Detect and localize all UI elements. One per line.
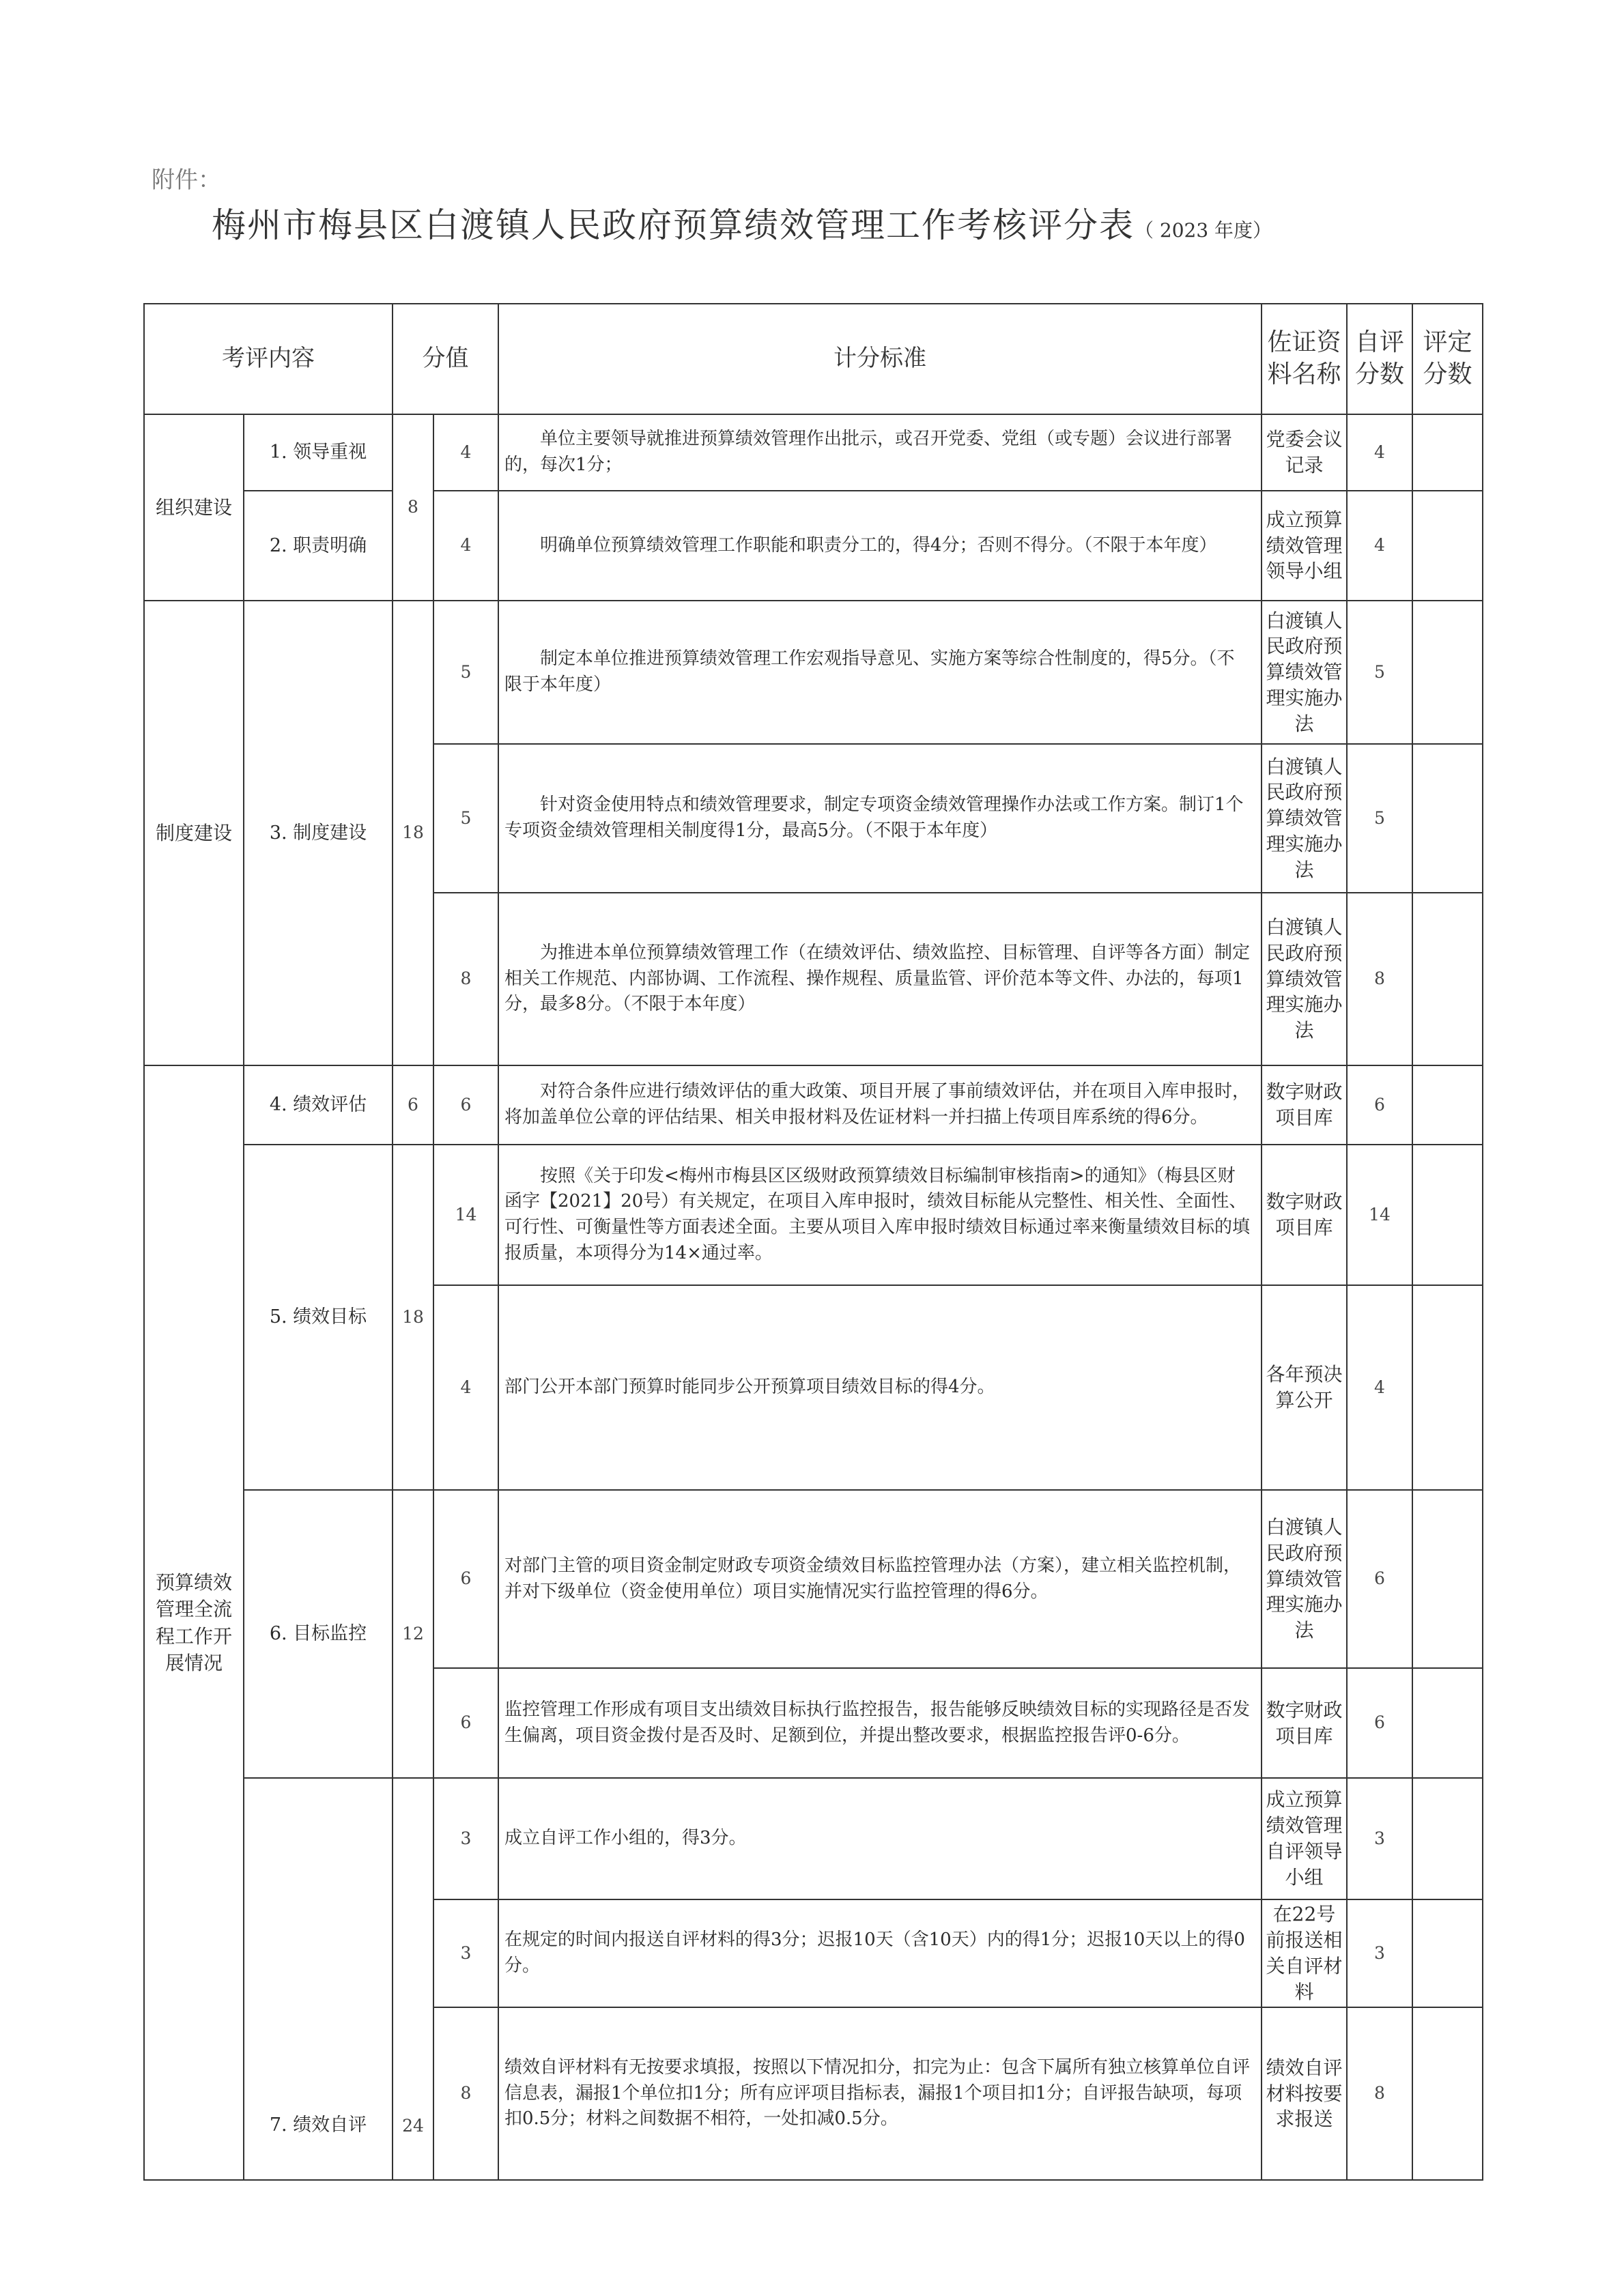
row-evidence: 白渡镇人民政府预算绩效管理实施办法 (1262, 1490, 1347, 1668)
evaluation-table (143, 303, 1483, 2181)
row-final-score[interactable] (1412, 2007, 1483, 2180)
table-row (144, 1065, 1483, 1145)
row-final-score[interactable] (1412, 1065, 1483, 1145)
row-criteria: 部门公开本部门预算时能同步公开预算项目绩效目标的得4分。 (498, 1285, 1262, 1490)
title-text: 梅州市梅县区白渡镇人民政府预算绩效管理工作考核评分表 (212, 205, 1135, 245)
row-criteria: 按照《关于印发<梅州市梅县区区级财政预算绩效目标编制审核指南>的通知》（梅县区财函字【2021】20号）有关规定，在项目入库申报时，绩效目标能从完整性、相关性、全面性、可行性、可衡量性等方面表述全面。主要从项目入库申报时绩效目标通过率来衡量绩效目标的填报质量，本项得分为14×通过率。 (498, 1145, 1262, 1285)
row-evidence: 白渡镇人民政府预算绩效管理实施办法 (1262, 601, 1347, 744)
row-points: 5 (433, 744, 498, 893)
row-evidence: 数字财政项目库 (1262, 1145, 1347, 1285)
category-cell: 组织建设 (144, 414, 244, 601)
row-criteria: 绩效自评材料有无按要求填报，按照以下情况扣分，扣完为止：包含下属所有独立核算单位自评信息表，漏报1个单位扣1分；所有应评项目指标表，漏报1个项目扣1分；自评报告缺项，每项扣0.5分；材料之间数据不相符，一处扣减0.5分。 (498, 2007, 1262, 2180)
row-final-score[interactable] (1412, 893, 1483, 1065)
row-self-score: 5 (1347, 601, 1412, 744)
row-evidence: 白渡镇人民政府预算绩效管理实施办法 (1262, 744, 1347, 893)
row-final-score[interactable] (1412, 1490, 1483, 1668)
row-evidence: 绩效自评材料按要求报送 (1262, 2007, 1347, 2180)
row-evidence: 成立预算绩效管理自评领导小组 (1262, 1778, 1347, 1899)
table-row (144, 1778, 1483, 1899)
item-name: 7. 绩效自评 (244, 1778, 393, 2180)
header-criteria: 计分标准 (498, 304, 1262, 414)
row-evidence: 成立预算绩效管理领导小组 (1262, 491, 1347, 601)
row-evidence: 白渡镇人民政府预算绩效管理实施办法 (1262, 893, 1347, 1065)
header-self-score: 自评分数 (1347, 304, 1412, 414)
row-criteria: 制定本单位推进预算绩效管理工作宏观指导意见、实施方案等综合性制度的，得5分。（不限于本年度） (498, 601, 1262, 744)
header-evidence: 佐证资料名称 (1262, 304, 1347, 414)
item-name: 4. 绩效评估 (244, 1065, 393, 1145)
row-points: 8 (433, 893, 498, 1065)
item-name: 5. 绩效目标 (244, 1145, 393, 1490)
table-row (144, 414, 1483, 491)
row-self-score: 3 (1347, 1778, 1412, 1899)
item-name: 2. 职责明确 (244, 491, 393, 601)
row-self-score: 3 (1347, 1899, 1412, 2007)
table-row (144, 1490, 1483, 1668)
table-row (144, 1145, 1483, 1285)
row-criteria: 在规定的时间内报送自评材料的得3分；迟报10天（含10天）内的得1分；迟报10天以上的得0分。 (498, 1899, 1262, 2007)
row-points: 14 (433, 1145, 498, 1285)
category-cell: 预算绩效管理全流程工作开展情况 (144, 1065, 244, 2180)
table-row (144, 601, 1483, 744)
row-points: 6 (433, 1668, 498, 1778)
row-self-score: 8 (1347, 893, 1412, 1065)
row-evidence: 各年预决算公开 (1262, 1285, 1347, 1490)
row-self-score: 4 (1347, 491, 1412, 601)
row-points: 6 (433, 1490, 498, 1668)
row-self-score: 6 (1347, 1490, 1412, 1668)
header-row (144, 304, 1483, 414)
row-criteria: 对符合条件应进行绩效评估的重大政策、项目开展了事前绩效评估，并在项目入库申报时，将加盖单位公章的评估结果、相关申报材料及佐证材料一并扫描上传项目库系统的得6分。 (498, 1065, 1262, 1145)
item-score: 8 (393, 414, 433, 601)
row-points: 5 (433, 601, 498, 744)
row-criteria: 监控管理工作形成有项目支出绩效目标执行监控报告，报告能够反映绩效目标的实现路径是否发生偏离，项目资金拨付是否及时、足额到位，并提出整改要求，根据监控报告评0-6分。 (498, 1668, 1262, 1778)
row-points: 4 (433, 414, 498, 491)
row-criteria: 明确单位预算绩效管理工作职能和职责分工的，得4分；否则不得分。（不限于本年度） (498, 491, 1262, 601)
row-self-score: 8 (1347, 2007, 1412, 2180)
row-evidence: 党委会议记录 (1262, 414, 1347, 491)
row-criteria: 针对资金使用特点和绩效管理要求，制定专项资金绩效管理操作办法或工作方案。制订1个专项资金绩效管理相关制度得1分，最高5分。（不限于本年度） (498, 744, 1262, 893)
row-points: 4 (433, 1285, 498, 1490)
row-points: 6 (433, 1065, 498, 1145)
header-content: 考评内容 (144, 304, 393, 414)
row-criteria: 为推进本单位预算绩效管理工作（在绩效评估、绩效监控、目标管理、自评等各方面）制定相关工作规范、内部协调、工作流程、操作规程、质量监管、评价范本等文件、办法的，每项1分，最多8分。（不限于本年度） (498, 893, 1262, 1065)
item-name: 3. 制度建设 (244, 601, 393, 1065)
row-final-score[interactable] (1412, 491, 1483, 601)
title-year: （ 2023 年度） (1135, 219, 1272, 242)
header-final-score: 评定分数 (1412, 304, 1483, 414)
row-self-score: 6 (1347, 1065, 1412, 1145)
row-evidence: 数字财政项目库 (1262, 1065, 1347, 1145)
attachment-label: 附件： (152, 167, 221, 194)
item-score: 18 (393, 1145, 433, 1490)
row-points: 8 (433, 2007, 498, 2180)
row-final-score[interactable] (1412, 601, 1483, 744)
row-final-score[interactable] (1412, 414, 1483, 491)
row-self-score: 5 (1347, 744, 1412, 893)
row-self-score: 4 (1347, 1285, 1412, 1490)
item-score: 6 (393, 1065, 433, 1145)
item-name: 6. 目标监控 (244, 1490, 393, 1778)
row-points: 4 (433, 491, 498, 601)
item-score: 24 (393, 1778, 433, 2180)
item-score: 18 (393, 601, 433, 1065)
table-row (144, 491, 1483, 601)
row-self-score: 6 (1347, 1668, 1412, 1778)
row-final-score[interactable] (1412, 744, 1483, 893)
row-evidence: 在22号前报送相关自评材料 (1262, 1899, 1347, 2007)
row-self-score: 4 (1347, 414, 1412, 491)
row-self-score: 14 (1347, 1145, 1412, 1285)
row-final-score[interactable] (1412, 1778, 1483, 1899)
item-score: 12 (393, 1490, 433, 1778)
page-title (212, 198, 1272, 247)
row-final-score[interactable] (1412, 1668, 1483, 1778)
row-final-score[interactable] (1412, 1285, 1483, 1490)
row-evidence: 数字财政项目库 (1262, 1668, 1347, 1778)
row-final-score[interactable] (1412, 1145, 1483, 1285)
row-criteria: 成立自评工作小组的，得3分。 (498, 1778, 1262, 1899)
row-criteria: 单位主要领导就推进预算绩效管理作出批示，或召开党委、党组（或专题）会议进行部署的，每次1分； (498, 414, 1262, 491)
category-cell: 制度建设 (144, 601, 244, 1065)
row-points: 3 (433, 1778, 498, 1899)
row-criteria: 对部门主管的项目资金制定财政专项资金绩效目标监控管理办法（方案），建立相关监控机制，并对下级单位（资金使用单位）项目实施情况实行监控管理的得6分。 (498, 1490, 1262, 1668)
row-points: 3 (433, 1899, 498, 2007)
header-score: 分值 (393, 304, 498, 414)
row-final-score[interactable] (1412, 1899, 1483, 2007)
item-name: 1. 领导重视 (244, 414, 393, 491)
